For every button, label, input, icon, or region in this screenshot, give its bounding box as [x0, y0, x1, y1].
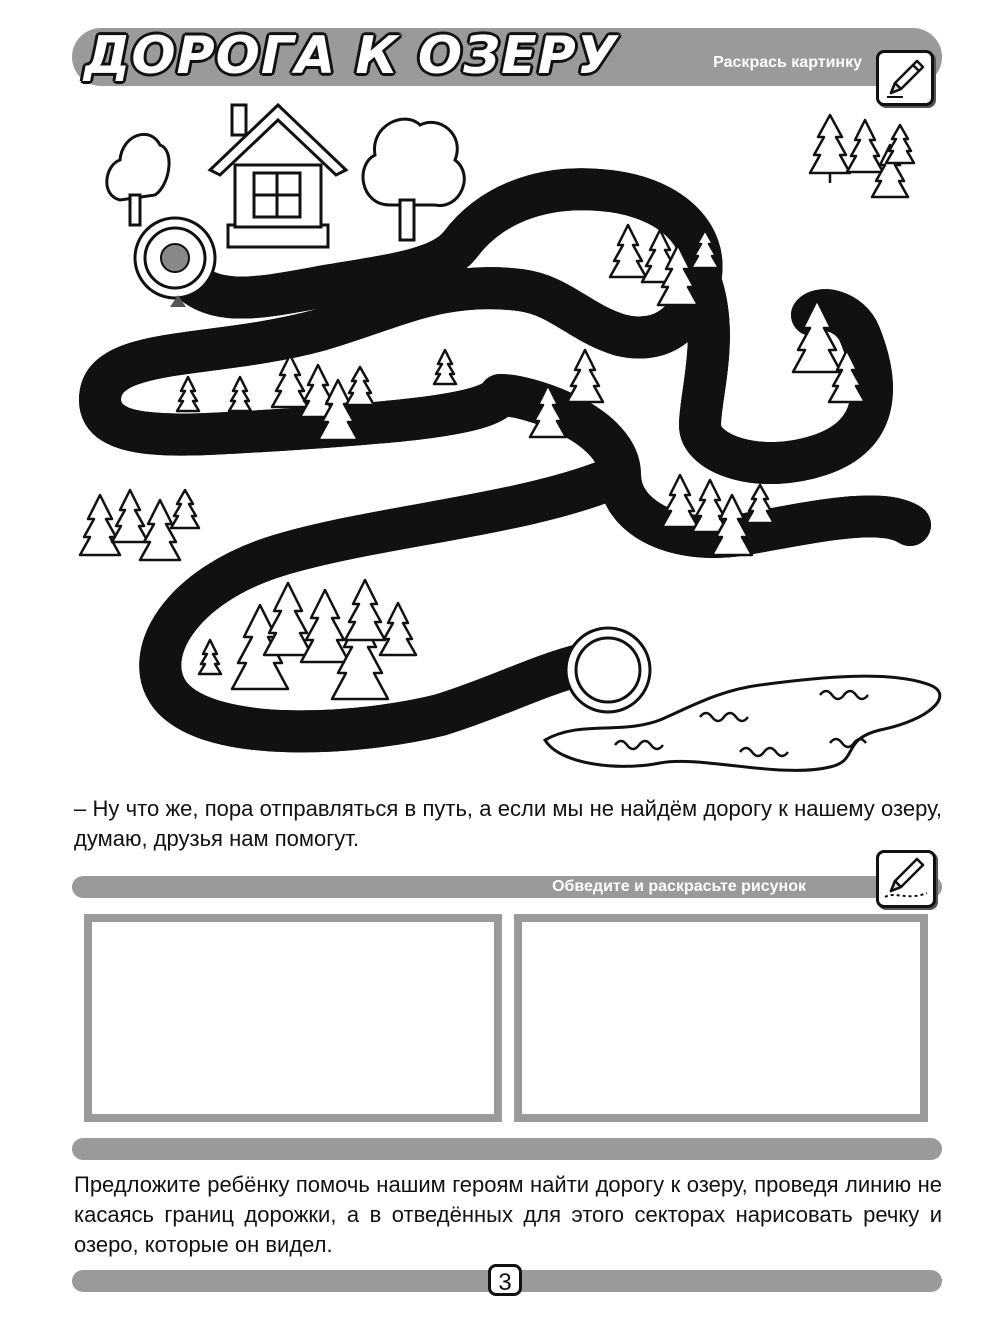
story-text: – Ну что же, пора отправляться в путь, а если мы не найдём дорогу к нашему озеру, думаю, друзья нам помогут. — [74, 796, 942, 851]
instruction-text: Предложите ребёнку помочь нашим героям найти дорогу к озеру, проведя линию не касаясь границ дорожки, а в отведённых для этого секторах нарисовать речку и озеро, которые он видел. — [74, 1172, 942, 1257]
drawing-area-right[interactable] — [514, 914, 928, 1122]
drawing-area-left[interactable] — [84, 914, 502, 1122]
divider-bar — [72, 1138, 942, 1160]
draw-section-bar — [72, 876, 942, 898]
page-title: ДОРОГА К ОЗЕРУ — [84, 26, 618, 86]
draw-section-label: Обведите и раскрасьте рисунок — [552, 878, 806, 895]
task-label: Раскрась картинку — [713, 54, 862, 71]
maze-illustration — [60, 95, 950, 785]
pencil-tracing-icon — [876, 850, 936, 908]
page-number: 3 — [488, 1264, 522, 1296]
